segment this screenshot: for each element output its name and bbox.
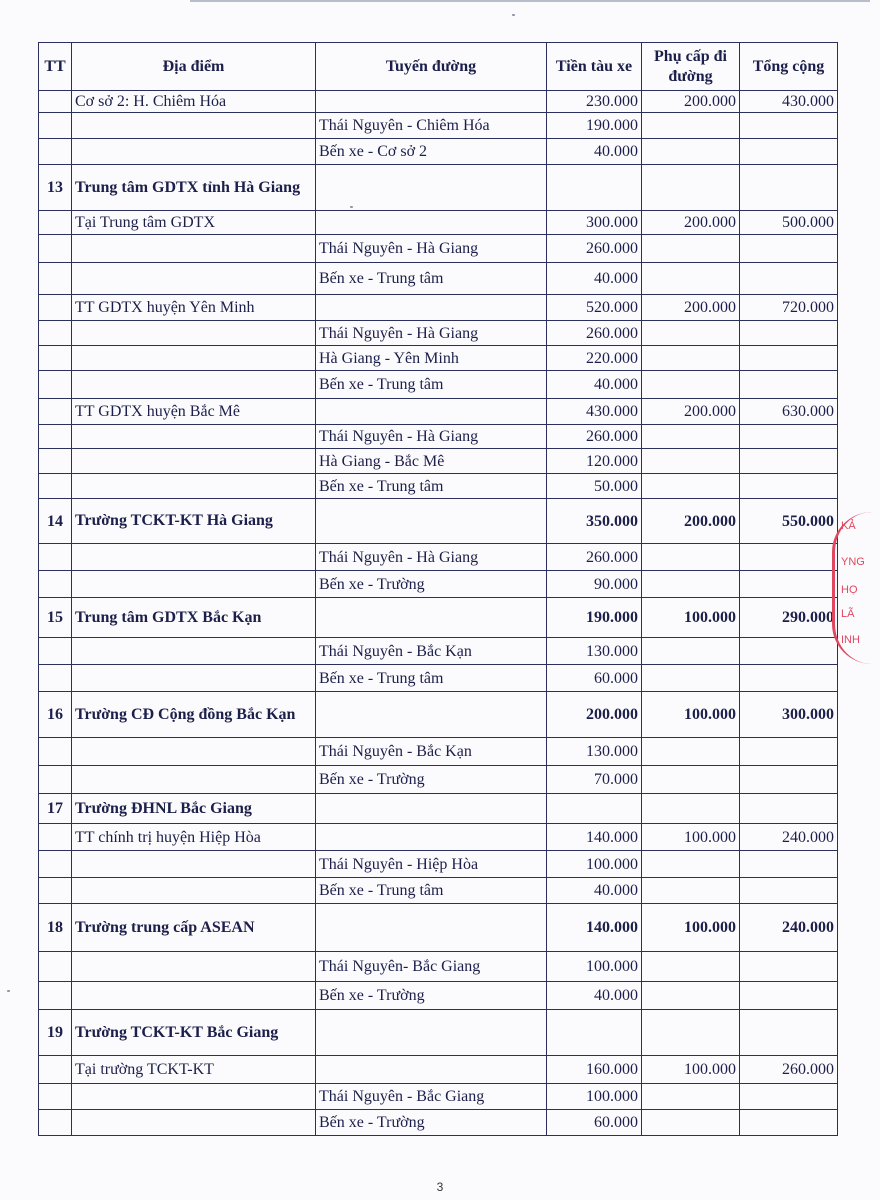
- stamp-text: YNG: [841, 556, 865, 568]
- cell-tt: [39, 766, 72, 794]
- cell-total: [740, 113, 838, 139]
- table-row: [39, 904, 838, 952]
- cell-allowance: [642, 851, 740, 878]
- cell-tt: [39, 425, 72, 449]
- cell-place: Trung tâm GDTX tỉnh Hà Giang: [72, 165, 316, 211]
- cell-total: [740, 738, 838, 766]
- table-row: [39, 824, 838, 851]
- page-number: 3: [436, 1180, 444, 1194]
- cell-total: [740, 139, 838, 165]
- cell-total: 720.000: [740, 295, 838, 321]
- table-row: [39, 165, 838, 211]
- cell-route: Thái Nguyên - Bắc Kạn: [316, 738, 547, 766]
- cell-tt: [39, 982, 72, 1010]
- cell-total: [740, 851, 838, 878]
- cell-allowance: [642, 638, 740, 665]
- cell-route: Bến xe - Trung tâm: [316, 263, 547, 295]
- cell-fare: 130.000: [547, 638, 642, 665]
- cell-fare: 260.000: [547, 425, 642, 449]
- cell-total: [740, 321, 838, 346]
- table-row: [39, 91, 838, 113]
- cell-total: 630.000: [740, 399, 838, 425]
- cell-fare: 300.000: [547, 211, 642, 235]
- cell-total: [740, 952, 838, 982]
- table-row: [39, 544, 838, 571]
- cell-total: [740, 1110, 838, 1136]
- cell-route: [316, 904, 547, 952]
- cell-place: [72, 263, 316, 295]
- cell-place: [72, 665, 316, 692]
- cell-tt: [39, 139, 72, 165]
- cell-total: [740, 571, 838, 598]
- cell-place: TT GDTX huyện Yên Minh: [72, 295, 316, 321]
- cell-route: Bến xe - Trung tâm: [316, 665, 547, 692]
- header-total: Tổng cộng: [740, 43, 838, 91]
- table-body: [39, 91, 838, 1136]
- cell-total: 260.000: [740, 1056, 838, 1084]
- cell-fare: 60.000: [547, 1110, 642, 1136]
- stamp-text: HỌ: [841, 584, 858, 596]
- cell-route: Bến xe - Cơ sở 2: [316, 139, 547, 165]
- cell-allowance: [642, 263, 740, 295]
- cell-fare: 230.000: [547, 91, 642, 113]
- cell-allowance: [642, 665, 740, 692]
- cell-total: [740, 263, 838, 295]
- cell-place: [72, 139, 316, 165]
- table-row: [39, 738, 838, 766]
- cell-allowance: 200.000: [642, 399, 740, 425]
- cell-place: Tại trường TCKT-KT: [72, 1056, 316, 1084]
- cell-place: [72, 952, 316, 982]
- cell-allowance: [642, 544, 740, 571]
- cell-fare: [547, 165, 642, 211]
- cell-route: [316, 824, 547, 851]
- stamp-text: INH: [841, 634, 860, 646]
- scan-speck: [7, 990, 10, 992]
- cell-total: 300.000: [740, 692, 838, 738]
- cell-total: [740, 425, 838, 449]
- cell-place: Trường trung cấp ASEAN: [72, 904, 316, 952]
- cell-route: Thái Nguyên - Hiệp Hòa: [316, 851, 547, 878]
- cell-tt: 15: [39, 598, 72, 638]
- cell-tt: [39, 449, 72, 474]
- scan-speck: [512, 14, 515, 16]
- cell-allowance: 100.000: [642, 598, 740, 638]
- cell-total: [740, 371, 838, 399]
- cell-place: [72, 321, 316, 346]
- table-row: [39, 263, 838, 295]
- cell-place: [72, 1084, 316, 1110]
- table-row: [39, 952, 838, 982]
- cell-place: TT chính trị huyện Hiệp Hòa: [72, 824, 316, 851]
- cell-route: Hà Giang - Bắc Mê: [316, 449, 547, 474]
- cell-total: 430.000: [740, 91, 838, 113]
- red-stamp-fragment: [832, 512, 880, 664]
- cell-route: Thái Nguyên - Hà Giang: [316, 321, 547, 346]
- cell-route: Bến xe - Trung tâm: [316, 878, 547, 904]
- cell-fare: 350.000: [547, 499, 642, 544]
- cell-tt: [39, 824, 72, 851]
- cell-tt: [39, 91, 72, 113]
- cell-total: 240.000: [740, 904, 838, 952]
- cell-tt: [39, 1084, 72, 1110]
- cell-tt: [39, 211, 72, 235]
- travel-cost-table: [38, 42, 838, 1136]
- cell-allowance: 100.000: [642, 692, 740, 738]
- table-row: [39, 982, 838, 1010]
- cell-tt: [39, 321, 72, 346]
- cell-allowance: [642, 1084, 740, 1110]
- table-row: [39, 598, 838, 638]
- cell-place: [72, 638, 316, 665]
- cell-route: Thái Nguyên - Hà Giang: [316, 544, 547, 571]
- cell-fare: 40.000: [547, 982, 642, 1010]
- cell-tt: [39, 638, 72, 665]
- cell-place: Tại Trung tâm GDTX: [72, 211, 316, 235]
- cell-total: [740, 766, 838, 794]
- cell-place: [72, 474, 316, 499]
- cell-allowance: [642, 474, 740, 499]
- cell-route: Thái Nguyên - Bắc Kạn: [316, 638, 547, 665]
- scan-top-edge: [190, 0, 870, 2]
- cell-route: Thái Nguyên - Hà Giang: [316, 235, 547, 263]
- cell-route: [316, 211, 547, 235]
- cell-total: [740, 165, 838, 211]
- cell-tt: [39, 1110, 72, 1136]
- header-tt: TT: [39, 43, 72, 91]
- header-fare: Tiền tàu xe: [547, 43, 642, 91]
- cell-allowance: [642, 952, 740, 982]
- table-row: [39, 638, 838, 665]
- cell-tt: [39, 263, 72, 295]
- cell-place: [72, 346, 316, 371]
- cell-tt: [39, 851, 72, 878]
- cell-place: [72, 766, 316, 794]
- cell-total: [740, 1084, 838, 1110]
- table-row: [39, 571, 838, 598]
- cell-tt: [39, 399, 72, 425]
- cell-fare: 260.000: [547, 544, 642, 571]
- table-row: [39, 449, 838, 474]
- cell-place: [72, 371, 316, 399]
- cell-route: Bến xe - Trung tâm: [316, 474, 547, 499]
- cell-total: 240.000: [740, 824, 838, 851]
- cell-route: Thái Nguyên - Chiêm Hóa: [316, 113, 547, 139]
- cell-fare: 130.000: [547, 738, 642, 766]
- cell-place: [72, 1110, 316, 1136]
- cell-route: [316, 1010, 547, 1056]
- header-allowance: Phụ cấp đi đường: [642, 43, 740, 91]
- table-row: [39, 851, 838, 878]
- cell-allowance: [642, 1010, 740, 1056]
- cell-fare: 430.000: [547, 399, 642, 425]
- cell-total: [740, 449, 838, 474]
- cell-allowance: [642, 139, 740, 165]
- cell-fare: 120.000: [547, 449, 642, 474]
- cell-tt: 13: [39, 165, 72, 211]
- cell-allowance: [642, 794, 740, 824]
- cell-tt: [39, 371, 72, 399]
- cell-place: [72, 235, 316, 263]
- cell-fare: [547, 794, 642, 824]
- cell-total: 550.000: [740, 499, 838, 544]
- cell-fare: [547, 1010, 642, 1056]
- cell-allowance: [642, 371, 740, 399]
- cell-route: Bến xe - Trường: [316, 1110, 547, 1136]
- cell-fare: 50.000: [547, 474, 642, 499]
- cell-route: [316, 1056, 547, 1084]
- cell-tt: [39, 346, 72, 371]
- cell-total: [740, 544, 838, 571]
- cell-place: [72, 113, 316, 139]
- cell-tt: 17: [39, 794, 72, 824]
- cell-route: [316, 91, 547, 113]
- table-row: [39, 139, 838, 165]
- table-row: [39, 1110, 838, 1136]
- table-row: [39, 235, 838, 263]
- table-row: [39, 1010, 838, 1056]
- cell-tt: 18: [39, 904, 72, 952]
- cell-allowance: [642, 571, 740, 598]
- cell-allowance: [642, 321, 740, 346]
- table-row: [39, 425, 838, 449]
- cell-allowance: [642, 425, 740, 449]
- cell-allowance: [642, 113, 740, 139]
- cell-fare: 40.000: [547, 371, 642, 399]
- cell-fare: 160.000: [547, 1056, 642, 1084]
- table-row: [39, 113, 838, 139]
- cell-route: Hà Giang - Yên Minh: [316, 346, 547, 371]
- cell-route: Bến xe - Trường: [316, 982, 547, 1010]
- cell-total: 290.000: [740, 598, 838, 638]
- cell-fare: 100.000: [547, 952, 642, 982]
- table-row: [39, 321, 838, 346]
- header-place: Địa điểm: [72, 43, 316, 91]
- cell-place: [72, 425, 316, 449]
- cell-route: Thái Nguyên- Bắc Giang: [316, 952, 547, 982]
- cell-route: [316, 692, 547, 738]
- cell-place: TT GDTX huyện Bắc Mê: [72, 399, 316, 425]
- stamp-text: KẢ: [841, 520, 856, 532]
- cell-fare: 260.000: [547, 321, 642, 346]
- cell-route: [316, 499, 547, 544]
- table-row: [39, 692, 838, 738]
- cell-fare: 100.000: [547, 1084, 642, 1110]
- cell-total: [740, 878, 838, 904]
- cell-fare: 100.000: [547, 851, 642, 878]
- cell-route: Thái Nguyên - Hà Giang: [316, 425, 547, 449]
- table-row: [39, 399, 838, 425]
- cell-tt: 14: [39, 499, 72, 544]
- cell-allowance: [642, 235, 740, 263]
- cell-place: Trường TCKT-KT Hà Giang: [72, 499, 316, 544]
- cell-allowance: 100.000: [642, 824, 740, 851]
- cell-fare: 190.000: [547, 598, 642, 638]
- cell-fare: 220.000: [547, 346, 642, 371]
- cell-tt: [39, 295, 72, 321]
- cell-place: [72, 878, 316, 904]
- cell-allowance: [642, 878, 740, 904]
- cell-place: Trung tâm GDTX Bắc Kạn: [72, 598, 316, 638]
- cell-place: [72, 544, 316, 571]
- cell-total: [740, 794, 838, 824]
- cell-allowance: [642, 449, 740, 474]
- cell-tt: [39, 113, 72, 139]
- table-row: [39, 474, 838, 499]
- cell-route: [316, 399, 547, 425]
- cell-place: [72, 449, 316, 474]
- table-row: [39, 794, 838, 824]
- cell-tt: [39, 878, 72, 904]
- cell-fare: 40.000: [547, 878, 642, 904]
- cell-fare: 520.000: [547, 295, 642, 321]
- cell-total: [740, 1010, 838, 1056]
- cell-tt: 16: [39, 692, 72, 738]
- cell-place: Trường ĐHNL Bắc Giang: [72, 794, 316, 824]
- cell-tt: [39, 665, 72, 692]
- cell-allowance: 200.000: [642, 295, 740, 321]
- cell-place: Cơ sở 2: H. Chiêm Hóa: [72, 91, 316, 113]
- cell-fare: 40.000: [547, 139, 642, 165]
- cell-allowance: 100.000: [642, 1056, 740, 1084]
- cell-fare: 70.000: [547, 766, 642, 794]
- table-row: [39, 499, 838, 544]
- cell-fare: 140.000: [547, 824, 642, 851]
- cell-tt: 19: [39, 1010, 72, 1056]
- table-row: [39, 878, 838, 904]
- table-row: [39, 346, 838, 371]
- cell-total: [740, 235, 838, 263]
- cell-allowance: 200.000: [642, 91, 740, 113]
- table-row: [39, 211, 838, 235]
- cell-route: Bến xe - Trường: [316, 766, 547, 794]
- cell-route: Bến xe - Trung tâm: [316, 371, 547, 399]
- cell-route: Bến xe - Trường: [316, 571, 547, 598]
- cell-place: [72, 571, 316, 598]
- cell-total: [740, 638, 838, 665]
- cell-place: Trường CĐ Cộng đồng Bắc Kạn: [72, 692, 316, 738]
- stamp-text: LÃ: [841, 608, 855, 620]
- cell-route: [316, 165, 547, 211]
- cell-fare: 90.000: [547, 571, 642, 598]
- cell-tt: [39, 474, 72, 499]
- table-row: [39, 295, 838, 321]
- cell-tt: [39, 544, 72, 571]
- cell-fare: 40.000: [547, 263, 642, 295]
- cell-route: [316, 295, 547, 321]
- cell-tt: [39, 235, 72, 263]
- cell-total: 500.000: [740, 211, 838, 235]
- cell-total: [740, 665, 838, 692]
- cell-fare: 60.000: [547, 665, 642, 692]
- cell-route: [316, 598, 547, 638]
- cell-allowance: 200.000: [642, 499, 740, 544]
- cell-total: [740, 474, 838, 499]
- cell-fare: 260.000: [547, 235, 642, 263]
- table-row: [39, 766, 838, 794]
- cell-tt: [39, 571, 72, 598]
- cell-allowance: 100.000: [642, 904, 740, 952]
- cell-total: [740, 346, 838, 371]
- cell-allowance: [642, 346, 740, 371]
- cell-route: [316, 794, 547, 824]
- cell-allowance: [642, 982, 740, 1010]
- cell-allowance: [642, 738, 740, 766]
- table-row: [39, 665, 838, 692]
- cell-allowance: [642, 165, 740, 211]
- cell-place: Trường TCKT-KT Bắc Giang: [72, 1010, 316, 1056]
- cell-allowance: [642, 1110, 740, 1136]
- cell-allowance: 200.000: [642, 211, 740, 235]
- table-header-row: [39, 43, 838, 91]
- cell-tt: [39, 952, 72, 982]
- cell-total: [740, 982, 838, 1010]
- cell-fare: 140.000: [547, 904, 642, 952]
- table-row: [39, 1084, 838, 1110]
- table-row: [39, 1056, 838, 1084]
- cell-place: [72, 851, 316, 878]
- cell-allowance: [642, 766, 740, 794]
- cell-tt: [39, 1056, 72, 1084]
- cell-fare: 190.000: [547, 113, 642, 139]
- cell-tt: [39, 738, 72, 766]
- cell-fare: 200.000: [547, 692, 642, 738]
- table-row: [39, 371, 838, 399]
- cell-place: [72, 738, 316, 766]
- cell-route: Thái Nguyên - Bắc Giang: [316, 1084, 547, 1110]
- cell-place: [72, 982, 316, 1010]
- header-route: Tuyến đường: [316, 43, 547, 91]
